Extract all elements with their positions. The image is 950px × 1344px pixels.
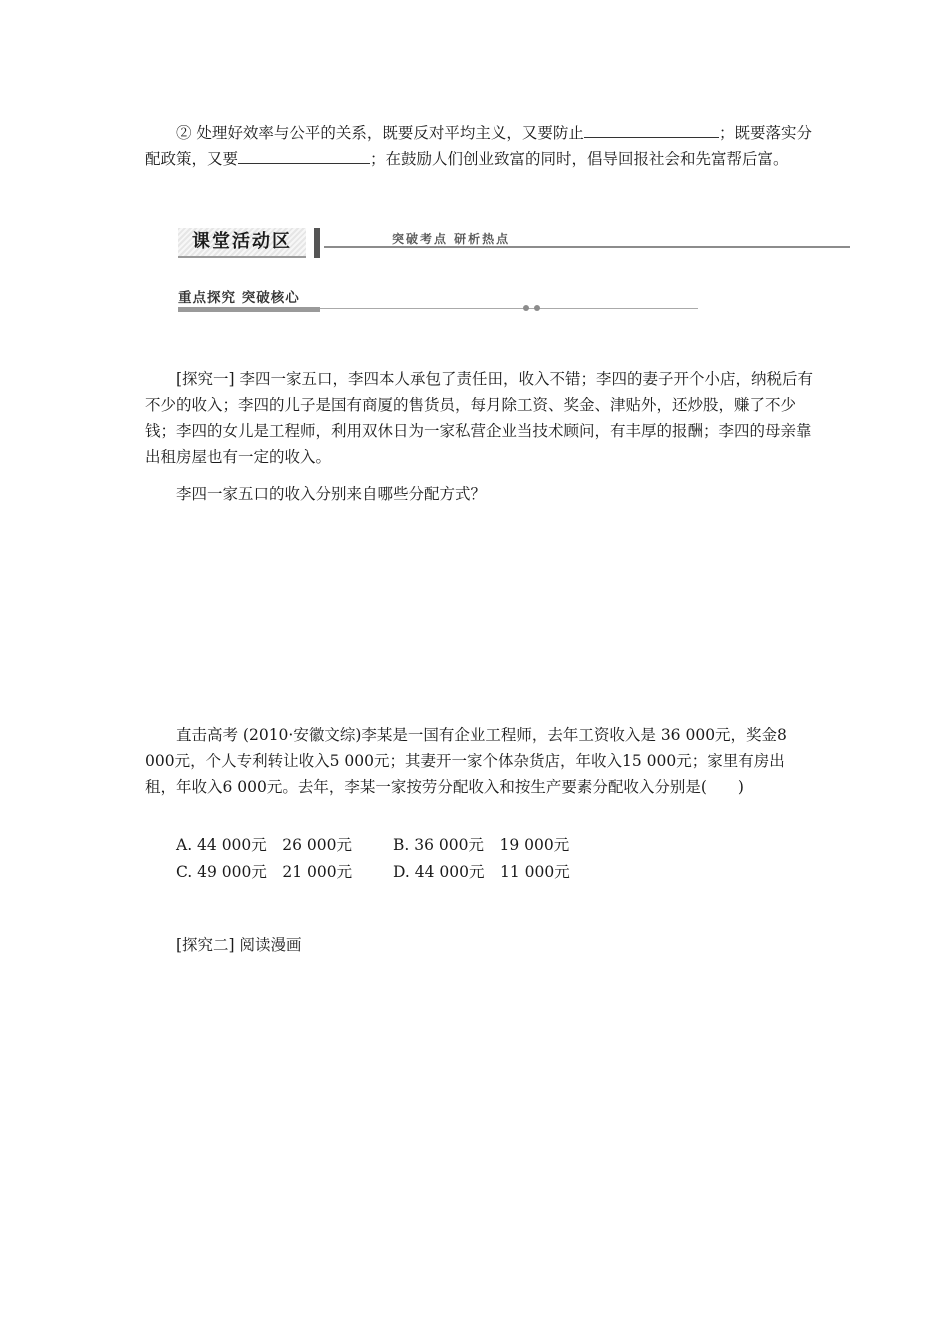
section-banner — [178, 226, 850, 260]
subheading-rule — [320, 308, 698, 309]
item-2-text-part1: ② 处理好效率与公平的关系，既要反对平均主义，又要防止 — [176, 124, 584, 142]
option-d[interactable]: D. 44 000元 11 000元 — [393, 863, 570, 881]
inquiry-2-heading: [探究二] 阅读漫画 — [176, 936, 302, 954]
option-c[interactable]: C. 49 000元 21 000元 — [176, 863, 353, 881]
item-2-paragraph — [145, 120, 815, 172]
item-2-text-part2: ；既要落实分配政策，又要 — [145, 124, 812, 168]
option-a[interactable]: A. 44 000元 26 000元 — [176, 836, 353, 854]
item-2-text-part3: ；在鼓励人们创业致富的同时，倡导回报社会和先富帮后富。 — [370, 150, 789, 168]
answer-blank-1[interactable] — [584, 123, 719, 138]
answer-blank-2[interactable] — [238, 149, 370, 164]
bullet-dot-icon — [523, 305, 529, 311]
bullet-dot-icon — [534, 305, 540, 311]
banner-subtitle: 突破考点 研析热点 — [392, 232, 511, 246]
exam-question-paragraph: 直击高考 (2010·安徽文综)李某是一国有企业工程师，去年工资收入是 36 000元，奖金8 000元，个人专利转让收入5 000元；其妻开一家个体杂货店，年收入15 000元；家里有房出租，年收入6 000元。去年，李某一家按劳分配收入和按生产要素分配收入分别是( ) — [145, 726, 787, 796]
subheading-bar — [178, 307, 320, 312]
option-b[interactable]: B. 36 000元 19 000元 — [393, 836, 570, 854]
section-subheading — [178, 286, 548, 316]
banner-divider-bar — [314, 228, 320, 258]
inquiry-1-paragraph: [探究一] 李四一家五口，李四本人承包了责任田，收入不错；李四的妻子开个小店，纳税后有不少的收入；李四的儿子是国有商厦的售货员，每月除工资、奖金、津贴外，还炒股，赚了不少钱；李四的女儿是工程师，利用双休日为一家私营企业当技术顾问，有丰厚的报酬；李四的母亲靠出租房屋也有一定的收入。 — [145, 370, 814, 466]
banner-title: 课堂活动区 — [178, 228, 306, 258]
subheading-text: 重点探究 突破核心 — [178, 290, 300, 306]
inquiry-1-question: 李四一家五口的收入分别来自哪些分配方式？ — [176, 485, 487, 503]
